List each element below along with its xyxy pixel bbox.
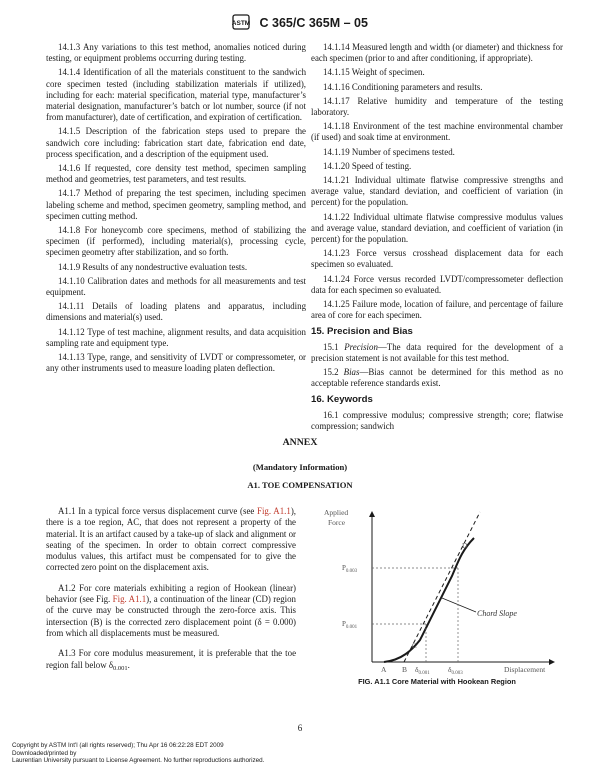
report-item: 14.1.21 Individual ultimate flatwise compressive strengths and average value, standard deviation, and coefficient of variation (in percent) for the population. [311,175,564,208]
report-item: 14.1.6 If requested, core density test method, specimen sampling method and geometries, test parameters, and test results. [46,163,307,185]
section-15-heading: 15. Precision and Bias [311,326,413,338]
report-item: 14.1.18 Environment of the test machine environmental chamber (if used) and soak time at environment. [311,121,563,143]
point-d: D [462,541,468,550]
report-item: 14.1.5 Description of the fabrication steps used to prepare the sandwich core including: fabrication start date, fabrication end date, process specification, and a description of the equipment used. [46,126,306,159]
chord-pointer [442,598,476,612]
annex-section-title: A1. TOE COMPENSATION [247,480,353,490]
report-item: 14.1.25 Failure mode, location of failure, and percentage of failure area of core for each specimen. [311,299,564,321]
report-item: 14.1.17 Relative humidity and temperature of the testing laboratory. [311,95,564,118]
annex-title: ANNEX [282,437,318,448]
page-header [0,14,600,33]
p-upper-label: $P_{0.003}$ [342,564,358,574]
report-item: 14.1.22 Individual ultimate flatwise compressive modulus values and average value, standard deviation, and coefficient of variation (in percent) for the population. [311,211,564,245]
report-item: 14.1.20 Speed of testing. [323,160,412,171]
report-item: 14.1.24 Force versus recorded LVDT/compressometer deflection data for each specimen so evaluated. [311,273,564,295]
report-item: 14.1.12 Type of test machine, alignment results, and data acquisition sampling rate and equipment type. [46,326,306,348]
report-item: 14.1.10 Calibration dates and methods for all measurements and test equipment. [46,275,307,298]
paragraph-15-2: 15.2 Bias—Bias cannot be determined for this method as no acceptable reference standards exist. [311,367,564,389]
svg-text:ASTM: ASTM [232,20,251,27]
figure-caption: FIG. A1.1 Core Material with Hookean Region [358,677,516,686]
y-axis-label-2: Force [328,518,346,527]
report-item: 14.1.8 For honeycomb core specimens, method of stabilizing the specimen (if performed), including material(s), processing cycle, specimen geometry after stabilization, and so forth. [46,225,307,258]
report-item: 14.1.11 Details of loading platens and apparatus, including dimensions and material(s) used. [46,301,307,323]
footer-line: Downloaded/printed by [12,749,77,757]
x-axis-label: Displacement [504,665,546,674]
y-axis-label-1: Applied [324,508,349,517]
page-number: 6 [297,723,303,733]
point-c: C [412,642,417,650]
report-item: 14.1.7 Method of preparing the test specimen, including specimen labeling scheme and method, specimen geometry, sampling method, and specimen cutting method. [46,188,306,221]
right-column [311,42,563,435]
report-item: 14.1.9 Results of any nondestructive evaluation tests. [58,261,248,272]
report-item: 14.1.15 Weight of specimen. [323,67,425,78]
delta-3-label: $\delta_{0.003}$ [448,665,463,675]
report-item: 14.1.19 Number of specimens tested. [323,146,455,157]
report-item: 14.1.3 Any variations to this test method, anomalies noticed during testing, or equipment problems occurring during testing. [46,42,306,64]
annex-subtitle: (Mandatory Information) [252,462,348,472]
paragraph-a1-1: A1.1 In a typical force versus displacement curve (see Fig. A1.1), there is a toe region, AC, that does not represent a property of the material. It is an artifact caused by a take-up of slack and alignment or seating of the specimen. In order to obtain correct compressive modulus values, this artifact must be compensated for to give the corrected zero point on the displacement axis. [46,506,296,573]
hookean-extension [404,512,480,662]
load-curve [384,538,474,662]
paragraph-a1-2: A1.2 For core materials exhibiting a region of Hookean (linear) behavior (see Fig. Fig. A1.1), a continuation of the linear (CD) region of the curve may be constructed through the zero-force axis. This intersection (B) is the corrected zero displacement point (δ = 0.000) from which all displacements must be measured. [46,582,296,638]
figure-link[interactable]: Fig. A1.1 [112,594,147,605]
point-a: A [381,665,387,674]
report-item: 14.1.13 Type, range, and sensitivity of LVDT or compressometer, or any other instruments used to measure loading platen deflection. [46,352,306,374]
copyright-footer [12,742,264,765]
paragraph-15-1: 15.1 Precision—The data required for the development of a precision statement is not available for this test method. [311,341,564,363]
report-item: 14.1.14 Measured length and width (or diameter) and thickness for each specimen (prior to and after conditioning, if appropriate). [311,42,563,64]
point-b: B [402,665,408,674]
annex-text [46,506,296,683]
force-displacement-diagram [312,500,562,675]
chord-slope-label: Chord Slope [477,609,517,618]
astm-logo-icon [232,14,250,33]
designation: C 365/C 365M – 05 [259,15,368,30]
footer-line: Copyright by ASTM Int'l (all rights reserved); Thu Apr 16 06:22:28 EDT 2009 [12,742,224,749]
report-item: 14.1.23 Force versus crosshead displacement data for each specimen so evaluated. [311,248,564,270]
figure-link[interactable]: Fig. A1.1 [257,506,291,516]
paragraph-a1-3: A1.3 For core modulus measurement, it is preferable that the toe region fall below $\delta_{0.001}$. [46,648,297,672]
report-item: 14.1.16 Conditioning parameters and results. [323,81,483,92]
footer-line: Laurentian University pursuant to License Agreement. No further reproductions authorized. [12,757,265,765]
section-16-heading: 16. Keywords [311,394,373,406]
report-item: 14.1.4 Identification of all the materials constituent to the sandwich core specimen tested (including stabilization materials if utilized), including for each: material specification, material type, manufacturer’s material designation, manufacturer’s batch or lot number, source (if not from manufacturer), date of certification, and expiration of certification. [46,67,307,123]
delta-1-label: $\delta_{0.001}$ [415,665,430,675]
left-column [46,42,306,377]
figure-a1-1 [312,500,562,690]
paragraph-16-1: 16.1 compressive modulus; compressive strength; core; flatwise compression; sandwich [311,409,564,431]
p-lower-label: $P_{0.001}$ [342,620,358,630]
